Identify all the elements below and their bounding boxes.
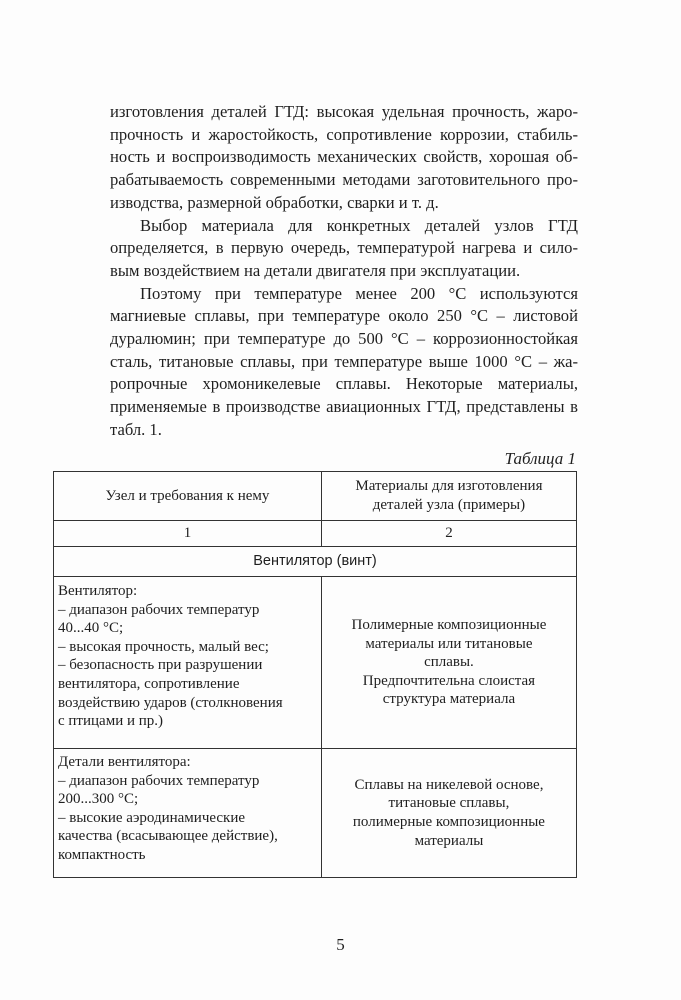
- section-title: Вентилятор (винт): [54, 547, 577, 577]
- table-caption: Таблица 1: [504, 449, 576, 468]
- cell-line: компактность: [58, 846, 146, 863]
- cell-line: качества (всасывающее действие),: [58, 828, 278, 845]
- cell-line: – диапазон рабочих температур: [58, 772, 260, 789]
- text-line: применяемые в производстве авиационных ГТД, представлены в: [110, 397, 578, 417]
- section-row: [54, 547, 577, 577]
- text-line: вым воздействием на детали двигателя при эксплуатации.: [110, 260, 521, 280]
- column-number-row: [54, 521, 577, 547]
- text-line: определяется, в первую очередь, температурой нагрева и сило-: [110, 238, 578, 258]
- text-line: ность и воспроизводимость механических свойств, хорошая об-: [110, 147, 578, 167]
- cell-line: Полимерные композиционные: [351, 617, 547, 634]
- cell-line: Предпочтительна слоистая: [362, 672, 536, 689]
- header-line: деталей узла (примеры): [372, 497, 526, 513]
- cell-line: воздействию ударов (столкновения: [58, 694, 283, 711]
- cell-line: материалы: [414, 832, 484, 849]
- text-line: магниевые сплавы, при температуре около 250 °С – листовой: [110, 306, 578, 326]
- cell-line: сплавы.: [424, 654, 474, 671]
- text-line: рабатываемость современными методами заготовительного про-: [110, 170, 578, 190]
- cell-line: – высокие аэродинамические: [58, 809, 246, 826]
- materials-cell: [321, 749, 576, 878]
- header-line: Материалы для изготовления: [355, 478, 543, 495]
- requirements-cell: [54, 749, 322, 878]
- cell-line: – диапазон рабочих температур: [58, 601, 260, 618]
- cell-line: 200...300 °С;: [58, 791, 139, 808]
- text-line: сталь, титановые сплавы, при температуре выше 1000 °С – жа-: [110, 351, 578, 371]
- text-line: изготовления деталей ГТД: высокая удельная прочность, жаро-: [110, 102, 578, 121]
- requirements-cell: [54, 577, 322, 749]
- cell-line: Сплавы на никелевой основе,: [354, 776, 544, 793]
- text-line: дуралюмин; при температуре до 500 °С – коррозионностойкая: [110, 329, 578, 349]
- table-header-row: [54, 472, 577, 521]
- cell-line: материалы или титановые: [365, 635, 533, 652]
- cell-line: титановые сплавы,: [388, 795, 510, 812]
- text-line: Выбор материала для конкретных деталей узлов ГТД: [140, 215, 578, 235]
- materials-cell: [321, 577, 576, 749]
- cell-line: 40...40 °С;: [58, 620, 124, 637]
- body-text: [110, 101, 578, 442]
- text-line: табл. 1.: [110, 419, 162, 439]
- cell-line: Детали вентилятора:: [58, 754, 191, 770]
- cell-line: Вентилятор:: [58, 583, 138, 599]
- table-row: [54, 577, 577, 749]
- header-cell-unit: Узел и требования к нему: [54, 472, 322, 521]
- table-row: [54, 749, 577, 878]
- cell-line: вентилятора, сопротивление: [58, 675, 240, 692]
- cell-line: структура материала: [382, 691, 516, 708]
- cell-line: полимерные композиционные: [352, 814, 545, 830]
- text-line: ропрочные хромоникелевые сплавы. Некоторые материалы,: [110, 374, 578, 394]
- cell-line: с птицами и пр.): [58, 713, 164, 730]
- page-number: 5: [336, 935, 345, 954]
- column-number: 1: [54, 521, 322, 547]
- header-cell-materials: [321, 472, 576, 521]
- materials-table: [53, 471, 577, 878]
- text-line: изводства, размерной обработки, сварки и т. д.: [110, 192, 439, 212]
- text-line: прочность и жаростойкость, сопротивление коррозии, стабиль-: [110, 124, 578, 144]
- text-line: Поэтому при температуре менее 200 °С используются: [140, 283, 578, 303]
- cell-line: – безопасность при разрушении: [58, 657, 263, 674]
- cell-line: – высокая прочность, малый вес;: [58, 638, 269, 655]
- column-number: 2: [321, 521, 576, 547]
